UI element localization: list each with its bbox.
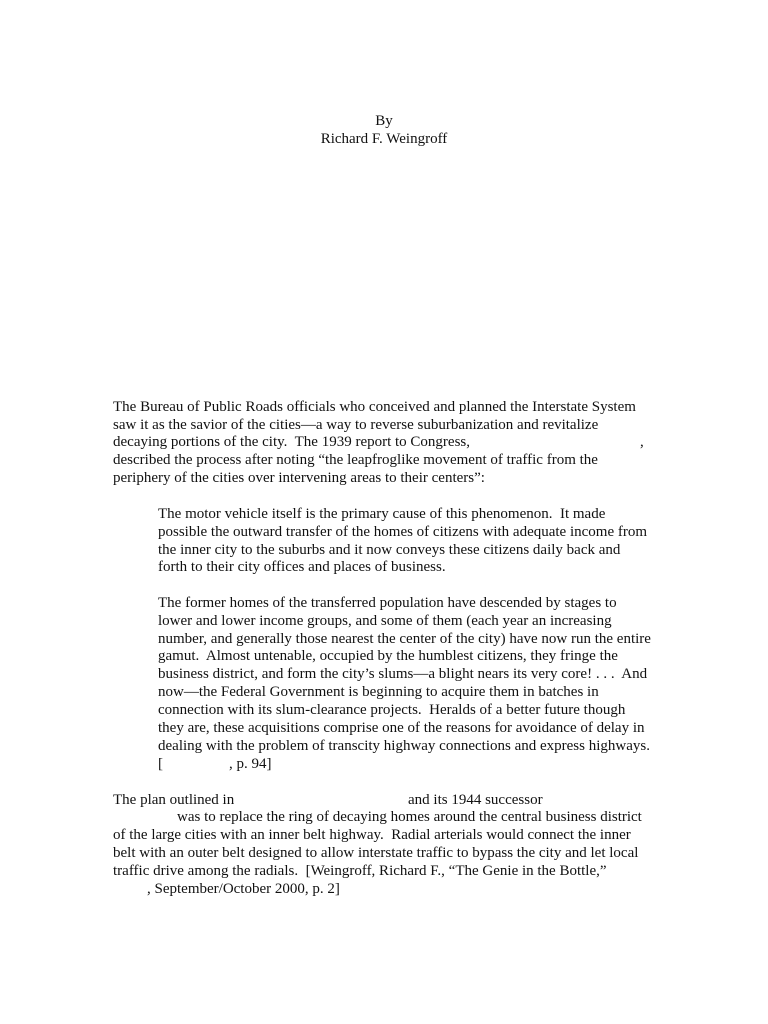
author-name: Richard F. Weingroff (320, 131, 448, 147)
quote-line: lower and lower income groups, and some of them (each year an increasing (158, 613, 612, 629)
paragraph-line: described the process after noting “the leapfroglike movement of traffic from the (113, 452, 598, 468)
quote-line: now—the Federal Government is beginning to acquire them in batches in (158, 684, 599, 700)
paragraph-line: belt with an outer belt designed to allow interstate traffic to bypass the city and let local (113, 845, 639, 861)
citation-open-bracket: [ (158, 756, 163, 772)
quote-line: connection with its slum-clearance projects. Heralds of a better future though (158, 702, 626, 718)
quote-line: they are, these acquisitions comprise one of the reasons for avoidance of delay in (158, 720, 645, 736)
byline-label: By (375, 113, 393, 129)
quote-line: number, and generally those nearest the center of the city) have now run the entire (158, 631, 651, 647)
quote-line: forth to their city offices and places of business. (158, 559, 446, 575)
paragraph-line: periphery of the cities over intervening areas to their centers”: (113, 470, 485, 486)
paragraph-line: traffic drive among the radials. [Weingroff, Richard F., “The Genie in the Bottle,” (113, 863, 607, 879)
paragraph-line: The plan outlined in (113, 792, 235, 808)
paragraph-line: The Bureau of Public Roads officials who conceived and planned the Interstate System (113, 399, 636, 415)
quote-line: business district, and form the city’s slums—a blight nears its very core! . . . And (158, 666, 648, 682)
quote-line: The motor vehicle itself is the primary cause of this phenomenon. It made (158, 506, 606, 522)
paragraph-line: was to replace the ring of decaying homes around the central business district (177, 809, 642, 825)
paragraph-line: of the large cities with an inner belt highway. Radial arterials would connect the inner (113, 827, 631, 843)
quote-line: gamut. Almost untenable, occupied by the humblest citizens, they fringe the (158, 648, 618, 664)
paragraph-line: decaying portions of the city. The 1939 report to Congress, (113, 434, 471, 450)
paragraph-comma: , (640, 434, 644, 450)
quote-line: dealing with the problem of transcity highway connections and express highways. (158, 738, 650, 754)
citation-page: , p. 94] (229, 756, 272, 772)
paragraph-line: saw it as the savior of the cities—a way to reverse suburbanization and revitalize (113, 417, 599, 433)
quote-line: the inner city to the suburbs and it now conveys these citizens daily back and (158, 542, 621, 558)
paragraph-line: , September/October 2000, p. 2] (147, 881, 340, 897)
quote-line: possible the outward transfer of the homes of citizens with adequate income from (158, 524, 648, 540)
quote-line: The former homes of the transferred population have descended by stages to (158, 595, 617, 611)
paragraph-line: and its 1944 successor (408, 792, 543, 808)
